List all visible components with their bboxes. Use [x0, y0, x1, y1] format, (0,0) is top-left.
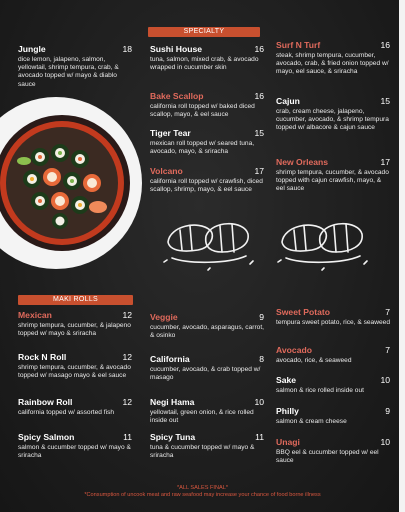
item-name: Philly: [276, 406, 299, 416]
maki-section-banner: MAKI ROLLS: [18, 295, 133, 305]
item-price: 18: [122, 44, 132, 54]
item-name: Avocado: [276, 345, 312, 355]
item-name: Rock N Roll: [18, 352, 67, 362]
item-description: mexican roll topped w/ seared tuna, avocado, mayo, & sriracha: [150, 140, 255, 156]
item-description: crab, cream cheese, jalapeno, cucumber, avocado, & shrimp tempura topped w/ albacore & cajun sauce: [276, 108, 389, 132]
item-name: Tiger Tear: [150, 128, 191, 138]
item-name: Bake Scallop: [150, 91, 204, 101]
item-description: BBQ eel & cucumber topped w/ eel sauce: [276, 449, 379, 465]
item-name: Unagi: [276, 437, 300, 447]
menu-item-new-orleans: [276, 157, 390, 194]
menu-item-avocado: [276, 345, 390, 365]
item-description: shrimp tempura, cucumber, & avocado topped with cajun crawfish, mayo, & eel sauce: [276, 169, 389, 193]
item-name: Cajun: [276, 96, 300, 106]
item-name: Volcano: [150, 166, 183, 176]
item-description: salmon & cream cheese: [276, 418, 347, 425]
item-name: California: [150, 354, 190, 364]
item-description: cucumber, avocado, asparagus, carrot, & osinko: [150, 324, 264, 340]
item-description: salmon & rice rolled inside out: [276, 387, 364, 394]
item-price: 16: [254, 44, 264, 54]
item-description: shrimp tempura, cucumber, & avocado topped w/ masago mayo & eel sauce: [18, 364, 131, 380]
item-name: Spicy Salmon: [18, 432, 75, 442]
menu-item-mexican: [18, 310, 132, 338]
item-price: 11: [255, 432, 264, 442]
sushi-plate-photo: [0, 97, 142, 269]
item-name: Rainbow Roll: [18, 397, 73, 407]
item-description: dice lemon, jalapeno, salmon, yellowtail, shrimp tempura, crab, & avocado topped w/ mayo & diablo sauce: [18, 56, 119, 88]
menu-item-volcano: [150, 166, 264, 194]
item-description: tempura sweet potato, rice, & seaweed: [276, 319, 390, 326]
item-description: tuna, salmon, mixed crab, & avocado wrapped in cucumber skin: [150, 56, 259, 72]
item-price: 17: [254, 166, 264, 176]
item-price: 7: [385, 345, 390, 355]
item-description: california topped w/ assorted fish: [18, 409, 115, 416]
item-name: Negi Hama: [150, 397, 195, 407]
item-name: Spicy Tuna: [150, 432, 196, 442]
item-price: 9: [385, 406, 390, 416]
item-name: Mexican: [18, 310, 52, 320]
item-name: Sushi House: [150, 44, 203, 54]
menu-item-veggie: [150, 312, 264, 340]
item-price: 17: [380, 157, 390, 167]
item-price: 15: [380, 96, 390, 106]
menu-item-cajun: [276, 96, 390, 133]
item-price: 7: [385, 307, 390, 317]
item-description: california roll topped w/ baked diced scallop, mayo, & eel sauce: [150, 103, 255, 119]
item-price: 10: [380, 375, 390, 385]
item-description: shrimp tempura, cucumber, & jalapeno topped w/ mayo & sriracha: [18, 322, 131, 338]
menu-item-sushi-house: [150, 44, 264, 72]
item-name: Surf N Turf: [276, 40, 321, 50]
menu-item-rock-n-roll: [18, 352, 132, 380]
raw-food-disclaimer: *Consumption of uncook meat and raw seafood may increase your chance of food borne illness: [84, 492, 321, 498]
item-name: Jungle: [18, 44, 46, 54]
sales-final-notice: *ALL SALES FINAL*: [176, 485, 229, 491]
menu-item-unagi: [276, 437, 390, 465]
item-price: 15: [254, 128, 264, 138]
menu-item-rainbow-roll: [18, 397, 132, 417]
menu-item-jungle: [18, 44, 132, 89]
item-price: 12: [122, 352, 132, 362]
item-name: Sweet Potato: [276, 307, 330, 317]
item-price: 11: [123, 432, 132, 442]
item-price: 10: [254, 397, 264, 407]
menu-item-philly: [276, 406, 390, 426]
menu-item-spicy-salmon: [18, 432, 132, 460]
item-name: Veggie: [150, 312, 178, 322]
item-price: 16: [380, 40, 390, 50]
item-price: 12: [122, 397, 132, 407]
nigiri-sketch-icon: [272, 208, 372, 276]
item-name: Sake: [276, 375, 297, 385]
item-description: steak, shrimp tempura, cucumber, avocado, crab, & fried onion topped w/ mayo, eel sauce, & sriracha: [276, 52, 389, 76]
item-price: 12: [122, 310, 132, 320]
item-price: 10: [380, 437, 390, 447]
menu-item-spicy-tuna: [150, 432, 264, 460]
menu-item-sweet-potato: [276, 307, 390, 327]
nigiri-sketch-icon: [158, 208, 258, 276]
sushi-plate-illustration: [0, 97, 142, 269]
item-description: avocado, rice, & seaweed: [276, 357, 352, 364]
item-price: 8: [259, 354, 264, 364]
menu-item-sake: [276, 375, 390, 395]
item-description: california roll topped w/ crawfish, diced scallop, shrimp, mayo, & eel sauce: [150, 178, 263, 194]
menu-item-negi-hama: [150, 397, 264, 425]
menu-item-surf-n-turf: [276, 40, 390, 77]
item-price: 9: [259, 312, 264, 322]
item-description: yellowtail, green onion, & rice rolled inside out: [150, 409, 254, 425]
specialty-section-banner: SPECIALTY: [148, 27, 260, 37]
menu-item-california: [150, 354, 264, 382]
item-description: tuna & cucumber topped w/ mayo & sriracha: [150, 444, 255, 460]
item-description: salmon & cucumber topped w/ mayo & sriracha: [18, 444, 131, 460]
item-name: New Orleans: [276, 157, 329, 167]
menu-item-tiger-tear: [150, 128, 264, 156]
menu-item-bake-scallop: [150, 91, 264, 119]
item-price: 16: [254, 91, 264, 101]
item-description: cucumber, avocado, & crab topped w/ masago: [150, 366, 261, 382]
